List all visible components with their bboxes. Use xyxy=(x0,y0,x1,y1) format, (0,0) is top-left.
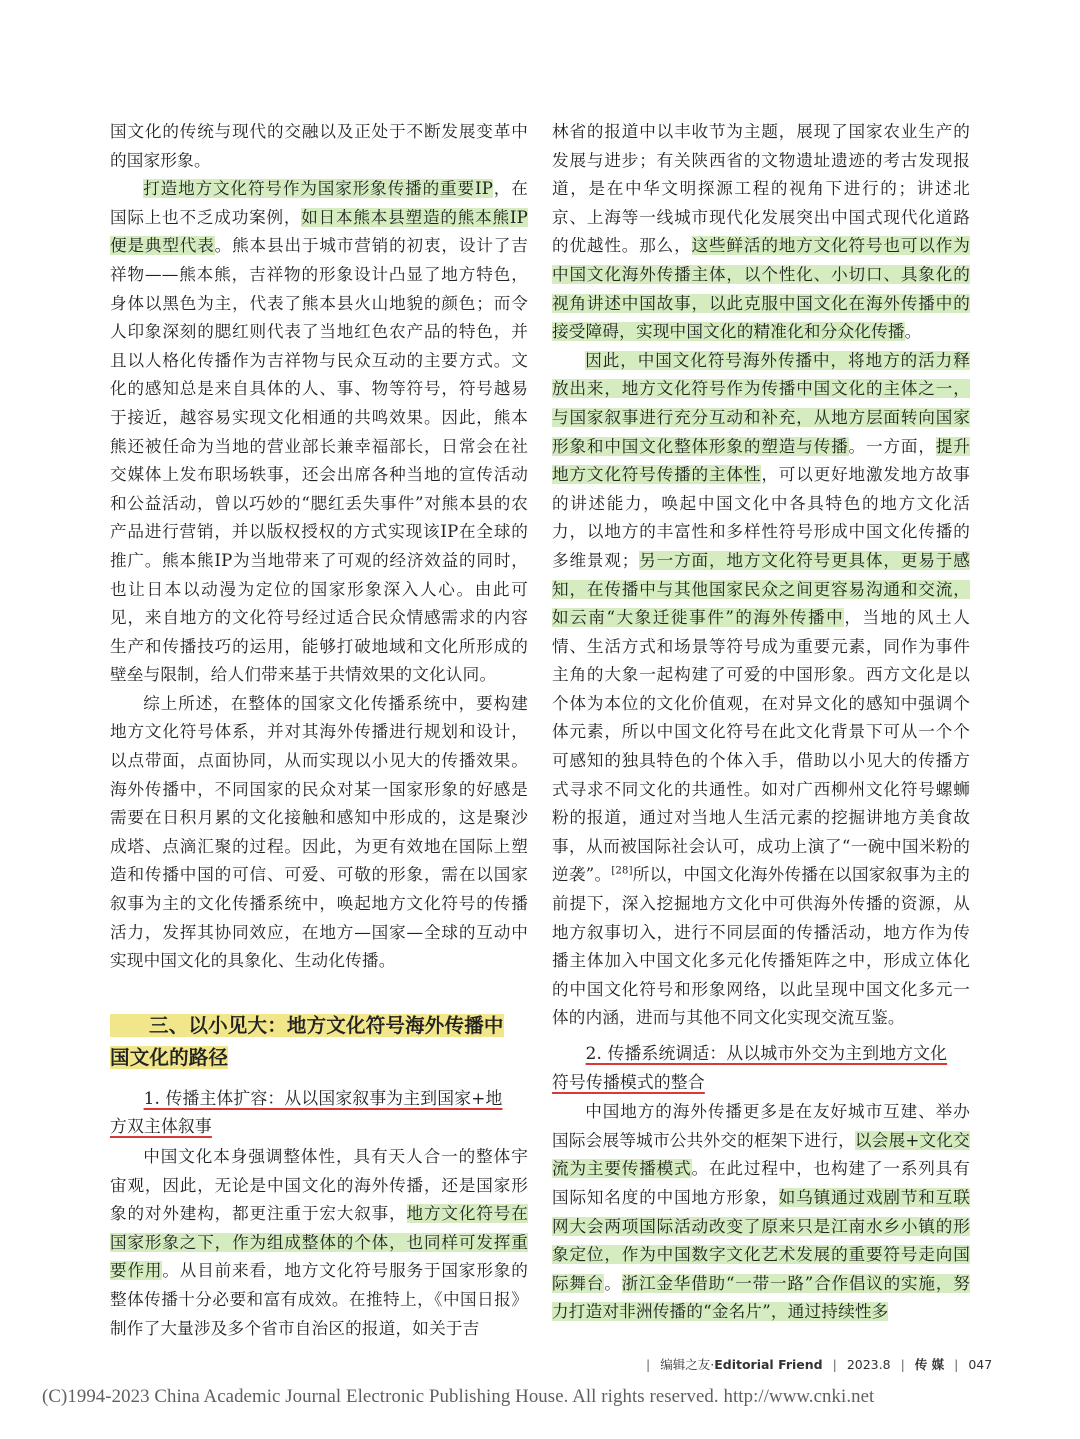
text-run: ，在国际上也不乏成功案例， xyxy=(110,179,529,227)
paragraph xyxy=(552,1098,970,1327)
highlight: 提升地方文化符号传播的主体性 xyxy=(552,436,971,485)
paragraph xyxy=(552,347,970,1033)
section-heading xyxy=(110,1010,528,1074)
paragraph: 综上所述，在整体的国家文化传播系统中，要构建地方文化符号体系，并对其海外传播进行规划和设计，以点带面，点面协同，从而实现以小见大的传播效果。海外传播中，不同国家的民众对某一国家形象的好感是需要在日积月累的文化接触和感知中形成的，这是聚沙成塔、点滴汇聚的过程。因此，为更有效地在国际上塑造和传播中国的可信、可爱、可敬的形象，需在以国家叙事为主的文化传播系统中，唤起地方文化符号的传播活力，发挥其协同效应，在地方—国家—全球的互动中实现中国文化的具象化、生动化传播。 xyxy=(110,693,528,971)
paragraph xyxy=(110,175,528,690)
section-heading-line: 国文化的路径 xyxy=(110,1045,229,1069)
subsection-heading-line: 2. 传播系统调适：从以城市外交为主到地方文化 xyxy=(585,1043,948,1063)
text-run: 。熊本县出于城市营销的初衷，设计了吉祥物——熊本熊，吉祥物的形象设计凸显了地方特色，身体以黑色为主，代表了熊本县火山地貌的颜色；而令人印象深刻的腮红则代表了当地红色农产品的特色，并且以人格化传播作为吉祥物与民众互动的主要方式。文化的感知总是来自具体的人、事、物等符号，符号越易于接近，越容易实现文化相通的共鸣效果。因此，熊本熊还被任命为当地的营业部长兼幸福部长，日常会在社交媒体上发布职场轶事，还会出席各种当地的宣传活动和公益活动，曾以巧妙的“腮红丢失事件”对熊本县的农产品进行营销，并以版权授权的方式实现该IP在全球的推广。熊本熊IP为当地带来了可观的经济效益的同时，也让日本以动漫为定位的国家形象深入人心。由此可见，来自地方的文化符号经过适合民众情感需求的内容生产和传播技巧的运用，能够打破地域和文化所形成的壁垒与限制，给人们带来基于共情效果的文化认同。 xyxy=(110,236,528,685)
text-run: 林省的报道中以丰收节为主题，展现了国家农业生产的发展与进步；有关陕西省的文物遗址遗迹的考古发现报道，是在中华文明探源工程的视角下进行的；讲述北京、上海等一线城市现代化发展突出中国式现代化道路的优越性。那么， xyxy=(552,122,970,256)
text-run: 。 xyxy=(604,1273,622,1293)
highlight: 如乌镇通过戏剧节和互联网大会两项国际活动改变了原来只是江南水乡小镇的形象定位，作为中国数字文化艺术发展的重要符号走向国际舞台 xyxy=(552,1187,970,1293)
right-column xyxy=(552,118,970,1327)
highlight: 因此，中国文化符号海外传播中，将地方的活力释放出来，地方文化符号作为传播中国文化的主体之一，与国家叙事进行充分互动和补充，从地方层面转向国家形象和中国文化整体形象的塑造与传播 xyxy=(552,350,970,456)
highlight: 打造地方文化符号作为国家形象传播的重要IP xyxy=(143,179,494,199)
highlight: 如日本熊本县塑造的熊本熊IP便是典型代表 xyxy=(110,207,528,256)
highlight: 这些鲜活的地方文化符号也可以作为中国文化海外传播主体，以个性化、小切口、具象化的视角讲述中国故事，以此克服中国文化在海外传播中的接受障碍，实现中国文化的精准化和分众化传播 xyxy=(552,236,970,342)
highlight: 地方文化符号在国家形象之下，作为组成整体的个体，也同样可发挥重要作用 xyxy=(110,1204,528,1281)
text-run: 。在此过程中，也构建了一系列具有国际知名度的中国地方形象， xyxy=(552,1159,970,1207)
left-column xyxy=(110,118,528,1343)
text-run: 中国地方的海外传播更多是在友好城市互建、举办国际会展等城市公共外交的框架下进行， xyxy=(552,1102,970,1150)
divider: | xyxy=(954,1357,959,1372)
journal-name-en: Editorial Friend xyxy=(714,1357,823,1372)
divider: | xyxy=(646,1357,651,1372)
text-run: 。 xyxy=(904,322,922,342)
dot: · xyxy=(710,1357,715,1372)
page-footer xyxy=(636,1355,992,1373)
paragraph xyxy=(552,118,970,347)
page-number: 047 xyxy=(968,1357,993,1372)
section-heading-line: 三、以小见大：地方文化符号海外传播中 xyxy=(110,1014,504,1037)
text-run: 。一方面， xyxy=(848,436,936,456)
paragraph xyxy=(110,1143,528,1343)
divider: | xyxy=(832,1357,837,1372)
highlight: 浙江金华借助“一带一路”合作倡议的实施，努力打造对非洲传播的“金名片”，通过持续性多 xyxy=(552,1273,971,1322)
copyright-watermark: (C)1994-2023 China Academic Journal Electronic Publishing House. All rights reserved. http://www.cnki.net xyxy=(42,1386,875,1407)
highlight: 另一方面，地方文化符号更具体，更易于感知，在传播中与其他国家民众之间更容易沟通和交流，如云南“大象迁徙事件”的海外传播中 xyxy=(552,550,970,628)
text-run: 。从目前来看，地方文化符号服务于国家形象的整体传播十分必要和富有成效。在推特上，《中国日报》制作了大量涉及多个省市自治区的报道，如关于吉 xyxy=(110,1261,529,1338)
text-run: ，可以更好地激发地方故事的讲述能力，唤起中国文化中各具特色的地方文化活力，以地方的丰富性和多样性符号形成中国文化传播的多维景观； xyxy=(552,465,970,570)
issue-number: 2023.8 xyxy=(846,1357,891,1372)
subsection-heading xyxy=(552,1039,970,1096)
text-run: 所以，中国文化海外传播在以国家叙事为主的前提下，深入挖掘地方文化中可供海外传播的资源，从地方叙事切入，进行不同层面的传播活动，地方作为传播主体加入中国文化多元化传播矩阵之中，形成立体化的中国文化符号和形象网络，以此呈现中国文化多元一体的内涵，进而与其他不同文化实现交流互鉴。 xyxy=(552,865,970,1028)
subsection-heading-line: 1. 传播主体扩容：从以国家叙事为主到国家+地 xyxy=(143,1087,503,1108)
paragraph: 国文化的传统与现代的交融以及正处于不断发展变革中的国家形象。 xyxy=(110,122,528,170)
divider: | xyxy=(900,1357,905,1372)
text-run: ，当地的风土人情、生活方式和场景等符号成为重要元素，同作为事件主角的大象一起构建了可爱的中国形象。西方文化是以个体为本位的文化价值观，在对异文化的感知中强调个体元素，所以中国文化符号在此文化背景下可从一个个可感知的独具特色的个体入手，借助以小见大的传播方式寻求不同文化的共通性。如对广西柳州文化符号螺蛳粉的报道，通过对当地人生活元素的挖掘讲地方美食故事，从而被国际社会认可，成功上演了“一碗中国米粉的逆袭”。 xyxy=(552,608,970,885)
highlight: 以会展+文化交流为主要传播模式 xyxy=(552,1130,970,1179)
subsection-heading-line: 符号传播模式的整合 xyxy=(552,1071,705,1092)
subsection-heading-line: 方双主体叙事 xyxy=(110,1116,212,1137)
journal-name-cn: 编辑之友 xyxy=(660,1357,711,1372)
text-run: 中国文化本身强调整体性，具有天人合一的整体宇宙观，因此，无论是中国文化的海外传播，还是国家形象的对外建构，都更注重于宏大叙事， xyxy=(110,1147,528,1224)
section-name: 传 媒 xyxy=(914,1357,945,1372)
subsection-heading xyxy=(110,1084,528,1141)
citation-ref: [28] xyxy=(611,865,633,877)
